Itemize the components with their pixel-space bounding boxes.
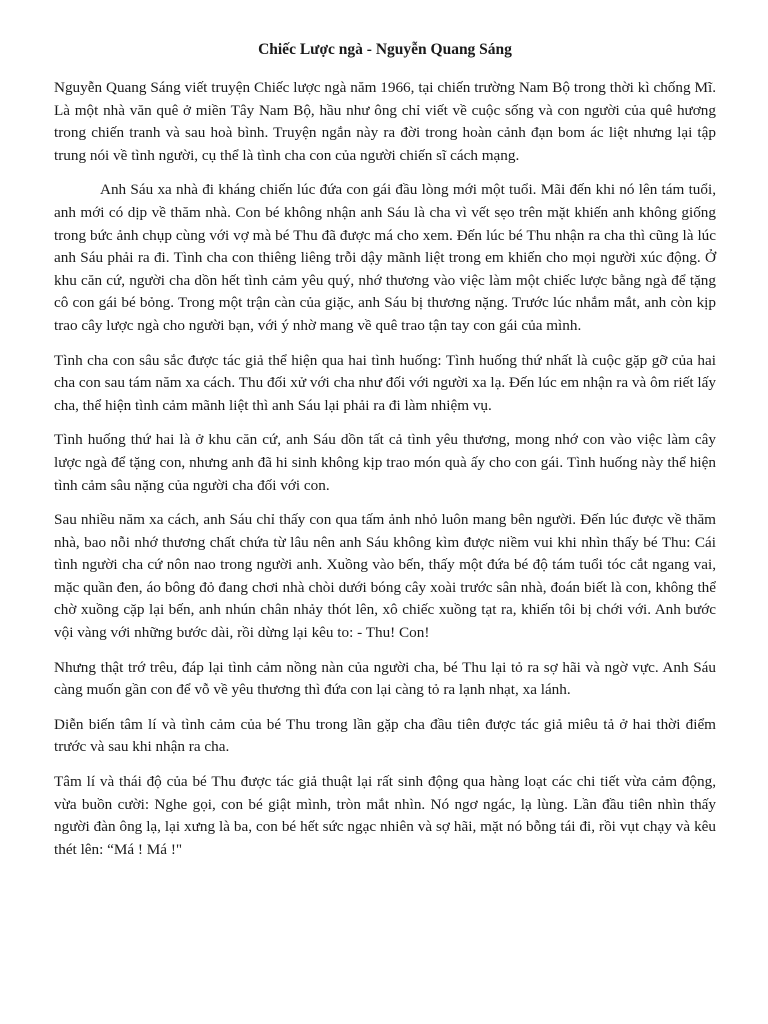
paragraph-situation-two: Tình huống thứ hai là ở khu căn cứ, anh Sáu dồn tất cả tình yêu thương, mong nhớ con vào việc làm cây lược ngà để tặng con, nhưng anh đã hi sinh không kịp trao món quà ấy cho con gái. Tình huống này thể hiện tình cảm sâu nặng của người cha đối với con. [54, 431, 716, 494]
paragraph-irony: Nhưng thật trớ trêu, đáp lại tình cảm nồng nàn của người cha, bé Thu lại tỏ ra sợ hãi và ngờ vực. Anh Sáu càng muốn gần con để vỗ về yêu thương thì đứa con lại càng tỏ ra lạnh nhạt, xa lánh. [54, 658, 716, 699]
paragraph-reunion: Sau nhiều năm xa cách, anh Sáu chỉ thấy con qua tấm ảnh nhỏ luôn mang bên người. Đến lúc được về thăm nhà, bao nỗi nhớ thương chất chứa từ lâu nên anh Sáu không kìm được niềm vui khi nhìn thấy bé Thu: Cái tình người cha cứ nôn nao trong người anh. Xuồng vào bến, thấy một đứa bé độ tám tuổi tóc cắt ngang vai, mặc quần đen, áo bông đỏ đang chơi nhà chòi dưới bóng cây xoài trước sân nhà, đoán biết là con, không thể chờ xuồng cặp lại bến, anh nhún chân nhảy thót lên, xô chiếc xuồng tạt ra, khiến tôi bị chới với. Anh bước vội vàng với những bước dài, rồi dừng lại kêu to: - Thu! Con! [54, 511, 716, 642]
paragraph-summary: Anh Sáu xa nhà đi kháng chiến lúc đứa con gái đầu lòng mới một tuổi. Mãi đến khi nó lên tám tuổi, anh mới có dịp về thăm nhà. Con bé không nhận anh Sáu là cha vì vết sẹo trên mặt khiến anh không giống trong bức ảnh chụp cùng với vợ mà bé Thu đã được má cho xem. Đến lúc bé Thu nhận ra cha thì cũng là lúc anh Sáu phải ra đi. Tình cha con thiêng liêng trỗi dậy mãnh liệt trong em khiến cho mọi người xúc động. Ở khu căn cứ, người cha dồn hết tình cảm yêu quý, nhớ thương vào việc làm một chiếc lược bằng ngà để tặng cô con gái bé bỏng. Trong một trận càn của giặc, anh Sáu bị thương nặng. Trước lúc nhắm mắt, anh còn kịp trao cây lược ngà cho người bạn, với ý nhờ mang về quê trao tận tay con gái của mình. [54, 181, 716, 334]
document-title: Chiếc Lược ngà - Nguyễn Quang Sáng [258, 41, 512, 58]
paragraph-situation-one: Tình cha con sâu sắc được tác giả thể hiện qua hai tình huống: Tình huống thứ nhất là cuộc gặp gỡ của hai cha con sau tám năm xa cách. Thu đối xử với cha như đối với người xa lạ. Đến lúc em nhận ra và ôm riết lấy cha, thể hiện tình cảm mãnh liệt thì anh Sáu lại phải ra đi làm nhiệm vụ. [54, 351, 716, 414]
paragraph-psychology: Diễn biến tâm lí và tình cảm của bé Thu trong lần gặp cha đầu tiên được tác giả miêu tả ở hai thời điểm trước và sau khi nhận ra cha. [54, 715, 716, 756]
paragraph-intro: Nguyễn Quang Sáng viết truyện Chiếc lược ngà năm 1966, tại chiến trường Nam Bộ trong thời kì chống Mĩ. Là một nhà văn quê ở miền Tây Nam Bộ, hầu như ông chỉ viết về cuộc sống và con người của quê hương trong chiến tranh và sau hoà bình. Truyện ngắn này ra đời trong hoàn cảnh đạn bom ác liệt nhưng lại tập trung nói về tình người, cụ thể là tình cha con của người chiến sĩ cách mạng. [54, 79, 716, 164]
paragraph-attitude: Tâm lí và thái độ của bé Thu được tác giả thuật lại rất sinh động qua hàng loạt các chi tiết vừa cảm động, vừa buồn cười: Nghe gọi, con bé giật mình, tròn mắt nhìn. Nó ngơ ngác, lạ lùng. Lần đầu tiên nhìn thấy người đàn ông lạ, lại xưng là ba, con bé hết sức ngạc nhiên và sợ hãi, mặt nó bỗng tái đi, rồi vụt chạy và kêu thét lên: “Má ! Má !" [54, 773, 716, 858]
